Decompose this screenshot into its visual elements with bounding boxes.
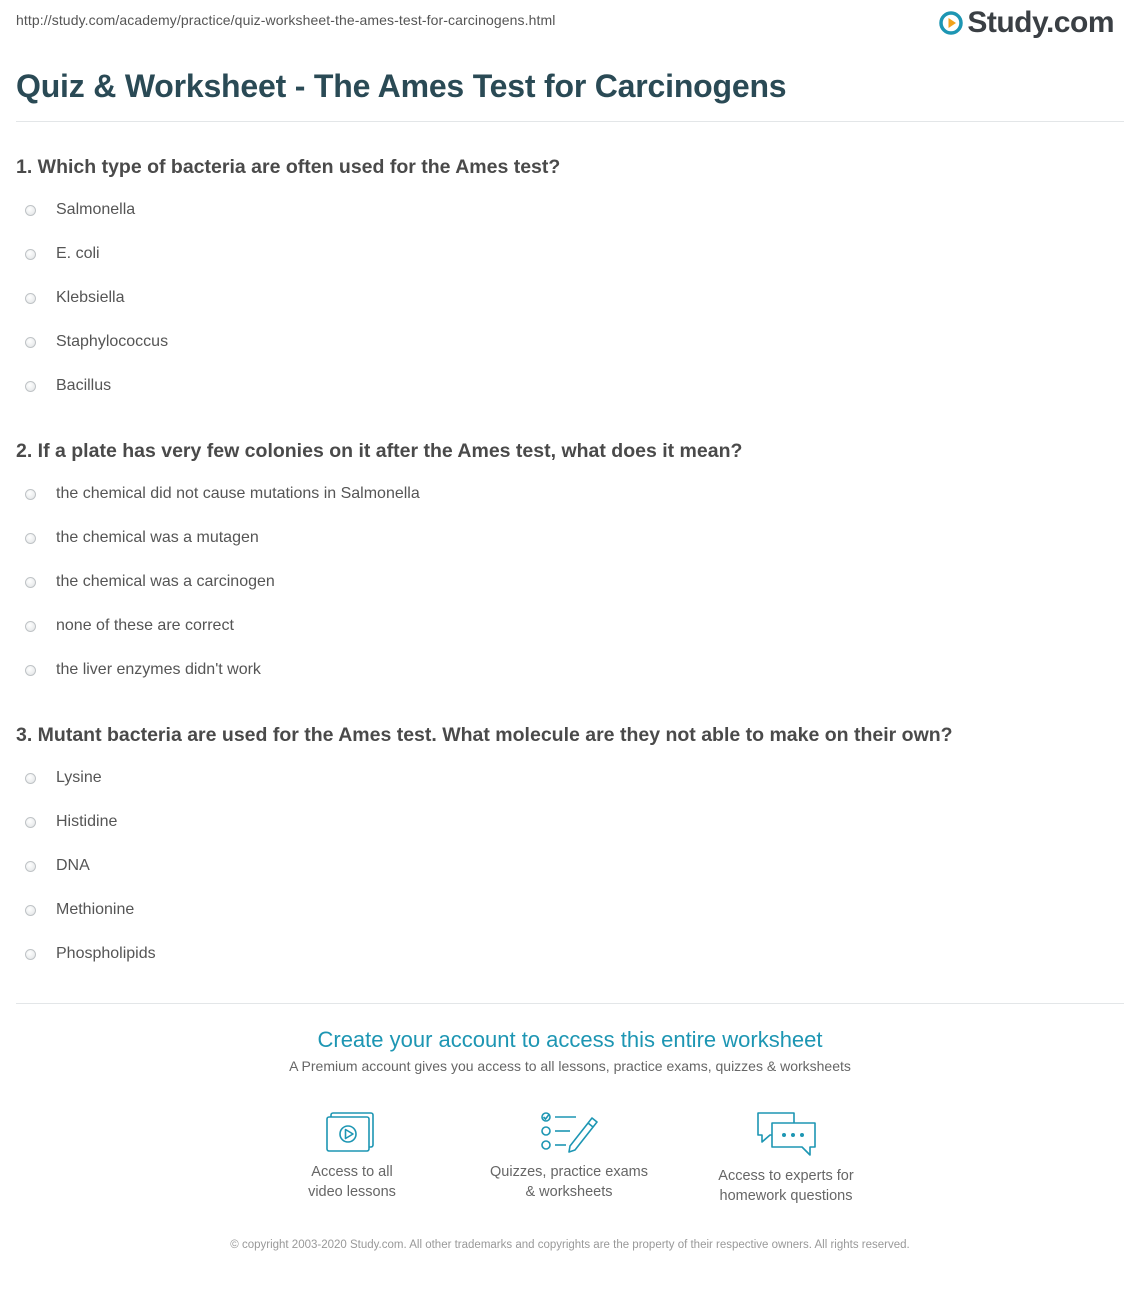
feature-label: Access to experts for homework questions	[718, 1168, 854, 1204]
copyright-notice	[0, 1237, 1140, 1253]
play-circle-icon	[939, 11, 963, 35]
radio-button-icon[interactable]	[25, 665, 36, 676]
radio-button-icon[interactable]	[25, 381, 36, 392]
answer-option[interactable]	[16, 932, 1124, 976]
page-url: http://study.com/academy/practice/quiz-worksheet-the-ames-test-for-carcinogens.html	[16, 12, 556, 28]
answer-option[interactable]	[16, 320, 1124, 364]
option-label: Lysine	[56, 769, 102, 786]
signup-cta	[0, 1026, 1140, 1074]
option-label: DNA	[56, 857, 90, 874]
feature-video-lessons	[252, 1110, 452, 1202]
feature-label: Quizzes, practice exams & worksheets	[490, 1164, 648, 1200]
answer-option[interactable]	[16, 472, 1124, 516]
answer-option[interactable]	[16, 232, 1124, 276]
radio-button-icon[interactable]	[25, 533, 36, 544]
video-lessons-icon	[326, 1110, 378, 1154]
answer-options	[16, 756, 1124, 976]
radio-button-icon[interactable]	[25, 817, 36, 828]
answer-options	[16, 472, 1124, 692]
answer-option[interactable]	[16, 888, 1124, 932]
answer-option[interactable]	[16, 648, 1124, 692]
option-label: E. coli	[56, 245, 100, 262]
radio-button-icon[interactable]	[25, 905, 36, 916]
option-label: the chemical was a mutagen	[56, 529, 259, 546]
study-logo[interactable]	[939, 6, 1114, 40]
option-label: none of these are correct	[56, 617, 234, 634]
page-title: Quiz & Worksheet - The Ames Test for Carcinogens	[16, 68, 787, 104]
question-text: 1. Which type of bacteria are often used for the Ames test?	[16, 156, 561, 178]
radio-button-icon[interactable]	[25, 205, 36, 216]
cta-subtitle: A Premium account gives you access to all lessons, practice exams, quizzes & worksheets	[289, 1058, 851, 1074]
option-label: Bacillus	[56, 377, 112, 394]
radio-button-icon[interactable]	[25, 249, 36, 260]
question-1	[16, 155, 1124, 408]
cta-title-link[interactable]: Create your account to access this entire worksheet	[317, 1027, 823, 1052]
section-divider	[16, 1003, 1124, 1004]
radio-button-icon[interactable]	[25, 773, 36, 784]
option-label: Staphylococcus	[56, 333, 169, 350]
option-label: the liver enzymes didn't work	[56, 661, 261, 678]
option-label: Methionine	[56, 901, 135, 918]
radio-button-icon[interactable]	[25, 489, 36, 500]
feature-experts	[686, 1110, 886, 1206]
quiz-checklist-icon	[540, 1110, 598, 1154]
answer-option[interactable]	[16, 844, 1124, 888]
option-label: Histidine	[56, 813, 118, 830]
radio-button-icon[interactable]	[25, 621, 36, 632]
answer-option[interactable]	[16, 364, 1124, 408]
answer-option[interactable]	[16, 604, 1124, 648]
answer-option[interactable]	[16, 756, 1124, 800]
feature-label: Access to all video lessons	[308, 1164, 396, 1200]
title-divider	[16, 121, 1124, 122]
answer-option[interactable]	[16, 560, 1124, 604]
option-label: the chemical did not cause mutations in Salmonella	[56, 485, 420, 502]
answer-option[interactable]	[16, 188, 1124, 232]
question-text: 3. Mutant bacteria are used for the Ames test. What molecule are they not able to make on their own?	[16, 724, 953, 746]
copyright-text: © copyright 2003-2020 Study.com. All other trademarks and copyrights are the property of their respective owners. All rights reserved.	[230, 1239, 910, 1251]
feature-quizzes	[469, 1110, 669, 1202]
radio-button-icon[interactable]	[25, 949, 36, 960]
radio-button-icon[interactable]	[25, 337, 36, 348]
radio-button-icon[interactable]	[25, 861, 36, 872]
radio-button-icon[interactable]	[25, 293, 36, 304]
option-label: Phospholipids	[56, 945, 156, 962]
answer-options	[16, 188, 1124, 408]
logo-text: Study.com	[967, 6, 1114, 39]
radio-button-icon[interactable]	[25, 577, 36, 588]
option-label: the chemical was a carcinogen	[56, 573, 275, 590]
option-label: Salmonella	[56, 201, 136, 218]
answer-option[interactable]	[16, 800, 1124, 844]
premium-features	[0, 1110, 1140, 1210]
question-text: 2. If a plate has very few colonies on it after the Ames test, what does it mean?	[16, 440, 743, 462]
chat-bubbles-icon	[754, 1110, 818, 1158]
answer-option[interactable]	[16, 276, 1124, 320]
question-2	[16, 439, 1124, 692]
answer-option[interactable]	[16, 516, 1124, 560]
option-label: Klebsiella	[56, 289, 125, 306]
question-3	[16, 723, 1124, 976]
